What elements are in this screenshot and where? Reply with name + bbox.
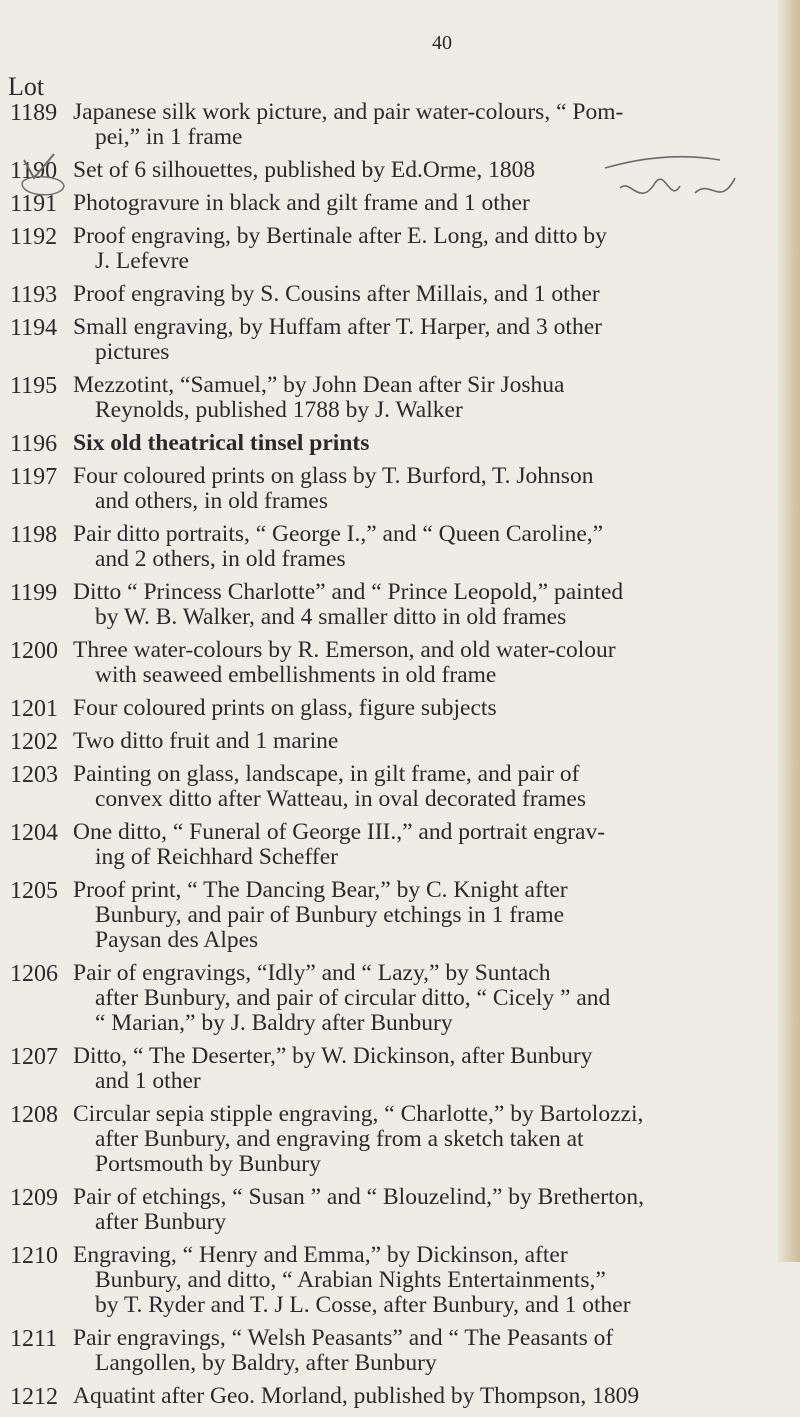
- lot-number: 1210: [10, 1243, 58, 1269]
- lot-column-header: Lot: [8, 72, 45, 101]
- lot-description: [73, 1044, 773, 1102]
- lot-description: [73, 762, 773, 820]
- lot-entry: [0, 1243, 790, 1326]
- lot-description: [73, 224, 773, 282]
- lot-description: [73, 1243, 773, 1326]
- lot-entry: [0, 1326, 790, 1384]
- description-line: after Bunbury, and pair of circular ditto, “ Cicely ” and: [95, 985, 611, 1011]
- lot-description: [73, 820, 773, 878]
- lot-entry: [0, 373, 790, 431]
- lot-description: [73, 729, 773, 762]
- description-line: One ditto, “ Funeral of George III.,” and portrait engrav-: [73, 819, 606, 845]
- pencil-scribble-icon: [600, 148, 760, 218]
- lot-number: 1189: [10, 100, 58, 126]
- description-line: Painting on glass, landscape, in gilt frame, and pair of: [73, 761, 580, 787]
- description-line: Bunbury, and pair of Bunbury etchings in 1 frame: [95, 902, 565, 928]
- lot-number: 1208: [10, 1102, 58, 1128]
- description-line: Mezzotint, “Samuel,” by John Dean after Sir Joshua: [73, 372, 565, 398]
- description-line: “ Marian,” by J. Baldry after Bunbury: [95, 1010, 453, 1036]
- lot-description: [73, 961, 773, 1044]
- description-line: Set of 6 silhouettes, published by Ed.Orme, 1808: [73, 157, 536, 183]
- lot-number: 1195: [10, 373, 58, 399]
- lot-entry: [0, 431, 790, 464]
- lot-description: [73, 1102, 773, 1185]
- description-line: Small engraving, by Huffam after T. Harper, and 3 other: [73, 314, 602, 340]
- lot-number: 1209: [10, 1185, 58, 1211]
- description-line: Engraving, “ Henry and Emma,” by Dickinson, after: [73, 1242, 568, 1268]
- description-line: Pair of etchings, “ Susan ” and “ Blouzelind,” by Bretherton,: [73, 1184, 645, 1210]
- description-line: convex ditto after Watteau, in oval decorated frames: [95, 786, 586, 812]
- lot-number: 1211: [10, 1326, 58, 1352]
- lot-number: 1203: [10, 762, 58, 788]
- description-line: Circular sepia stipple engraving, “ Charlotte,” by Bartolozzi,: [73, 1101, 644, 1127]
- lot-number: 1206: [10, 961, 58, 987]
- lot-entry: [0, 1044, 790, 1102]
- lot-entry: [0, 522, 790, 580]
- description-line: and 1 other: [95, 1068, 201, 1094]
- description-line: pictures: [95, 339, 170, 365]
- lot-description: [73, 878, 773, 961]
- lot-entry: [0, 315, 790, 373]
- description-line: Pair of engravings, “Idly” and “ Lazy,” by Suntach: [73, 960, 551, 986]
- lot-number: 1204: [10, 820, 58, 846]
- lot-entry: [0, 729, 790, 762]
- lot-list: [0, 100, 790, 1417]
- description-line: and others, in old frames: [95, 488, 328, 514]
- lot-description: [73, 1185, 773, 1243]
- lot-entry: [0, 1384, 790, 1417]
- description-line: Japanese silk work picture, and pair water-colours, “ Pom-: [73, 99, 624, 125]
- lot-number: 1200: [10, 638, 58, 664]
- lot-entry: [0, 282, 790, 315]
- description-line: Proof print, “ The Dancing Bear,” by C. Knight after: [73, 877, 568, 903]
- lot-entry: [0, 464, 790, 522]
- lot-entry: [0, 696, 790, 729]
- description-line: with seaweed embellishments in old frame: [95, 662, 497, 688]
- lot-entry: [0, 762, 790, 820]
- description-line: Ditto, “ The Deserter,” by W. Dickinson, after Bunbury: [73, 1043, 593, 1069]
- description-line: Ditto “ Princess Charlotte” and “ Prince Leopold,” painted: [73, 579, 624, 605]
- lot-number: 1197: [10, 464, 58, 490]
- description-line: Six old theatrical tinsel prints: [73, 430, 370, 456]
- lot-number: 1192: [10, 224, 58, 250]
- lot-number: 1198: [10, 522, 58, 548]
- description-line: and 2 others, in old frames: [95, 546, 346, 572]
- description-line: Four coloured prints on glass, figure subjects: [73, 695, 497, 721]
- lot-description: [73, 373, 773, 431]
- lot-number: 1190: [10, 158, 58, 184]
- lot-number: 1194: [10, 315, 58, 341]
- lot-description: [73, 580, 773, 638]
- lot-number: 1202: [10, 729, 58, 755]
- description-line: by T. Ryder and T. J L. Cosse, after Bunbury, and 1 other: [95, 1292, 631, 1318]
- description-line: ing of Reichhard Scheffer: [95, 844, 338, 870]
- lot-number: 1212: [10, 1384, 58, 1410]
- lot-number: 1196: [10, 431, 58, 457]
- lot-description: [73, 1384, 773, 1417]
- lot-entry: [0, 1102, 790, 1185]
- page-number: 40: [432, 32, 452, 54]
- lot-entry: [0, 878, 790, 961]
- lot-entry: [0, 638, 790, 696]
- lot-entry: [0, 1185, 790, 1243]
- description-line: Pair engravings, “ Welsh Peasants” and “ The Peasants of: [73, 1325, 614, 1351]
- lot-description: [73, 282, 773, 315]
- lot-description: [73, 696, 773, 729]
- description-line: Aquatint after Geo. Morland, published by Thompson, 1809: [73, 1383, 640, 1409]
- lot-entry: [0, 961, 790, 1044]
- description-line: Pair ditto portraits, “ George I.,” and “ Queen Caroline,”: [73, 521, 604, 547]
- description-line: Photogravure in black and gilt frame and 1 other: [73, 190, 530, 216]
- description-line: pei,” in 1 frame: [95, 124, 243, 150]
- lot-description: [73, 464, 773, 522]
- lot-description: [73, 638, 773, 696]
- description-line: Proof engraving by S. Cousins after Millais, and 1 other: [73, 281, 600, 307]
- lot-number: 1207: [10, 1044, 58, 1070]
- description-line: Bunbury, and ditto, “ Arabian Nights Entertainments,”: [95, 1267, 606, 1293]
- lot-entry: [0, 580, 790, 638]
- description-line: after Bunbury, and engraving from a sketch taken at: [95, 1126, 584, 1152]
- lot-number: 1201: [10, 696, 58, 722]
- lot-description: [73, 431, 773, 464]
- description-line: after Bunbury: [95, 1209, 227, 1235]
- lot-entry: [0, 820, 790, 878]
- lot-number: 1191: [10, 191, 58, 217]
- lot-description: [73, 1326, 773, 1384]
- lot-number: 1193: [10, 282, 58, 308]
- description-line: Portsmouth by Bunbury: [95, 1151, 321, 1177]
- lot-description: [73, 315, 773, 373]
- description-line: Three water-colours by R. Emerson, and old water-colour: [73, 637, 616, 663]
- description-line: Langollen, by Baldry, after Bunbury: [95, 1350, 437, 1376]
- pencil-circle-icon: [18, 172, 68, 202]
- description-line: Proof engraving, by Bertinale after E. Long, and ditto by: [73, 223, 607, 249]
- description-line: Reynolds, published 1788 by J. Walker: [95, 397, 463, 423]
- description-line: Four coloured prints on glass by T. Burford, T. Johnson: [73, 463, 594, 489]
- description-line: J. Lefevre: [95, 248, 189, 274]
- lot-description: [73, 522, 773, 580]
- description-line: by W. B. Walker, and 4 smaller ditto in old frames: [95, 604, 567, 630]
- lot-entry: [0, 224, 790, 282]
- description-line: Two ditto fruit and 1 marine: [73, 728, 339, 754]
- lot-number: 1199: [10, 580, 58, 606]
- description-line: Paysan des Alpes: [95, 927, 259, 953]
- lot-number: 1205: [10, 878, 58, 904]
